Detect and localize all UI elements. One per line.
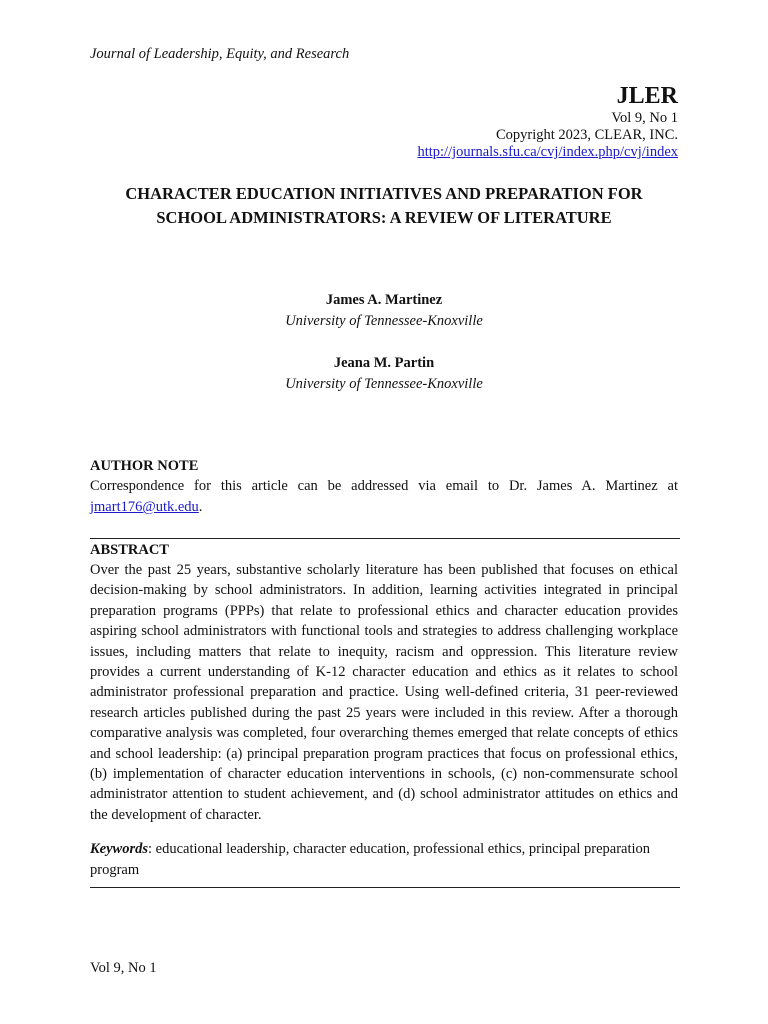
page-footer: Vol 9, No 1: [90, 960, 157, 976]
author-note-body: Correspondence for this article can be addressed via email to Dr. James A. Martinez at: [90, 478, 678, 494]
author-note-section: [90, 456, 678, 518]
author-email-link[interactable]: jmart176@utk.edu: [90, 499, 199, 515]
journal-running-head: Journal of Leadership, Equity, and Research: [90, 46, 350, 62]
author-affiliation: University of Tennessee-Knoxville: [285, 376, 483, 392]
author-name: Jeana M. Partin: [333, 355, 435, 371]
keywords-separator: :: [148, 841, 156, 858]
author-note-period: .: [198, 499, 203, 515]
journal-url-link[interactable]: http://journals.sfu.ca/cvj/index.php/cvj/index: [417, 144, 678, 160]
author-note-heading: AUTHOR NOTE: [90, 458, 199, 474]
section-divider: [90, 538, 680, 539]
author-note-text: [90, 476, 678, 518]
abstract-section: [90, 540, 678, 881]
author-affiliation: University of Tennessee-Knoxville: [285, 313, 483, 329]
journal-masthead: [417, 82, 678, 161]
volume-issue: Vol 9, No 1: [611, 110, 678, 126]
keywords-text: educational leadership, character education, professional ethics, principal preparation program: [90, 841, 651, 879]
author-name: James A. Martinez: [325, 292, 443, 308]
journal-abbreviation: JLER: [616, 83, 678, 109]
keywords-label: Keywords: [90, 841, 148, 858]
author-block-1: [90, 290, 678, 332]
section-divider: [90, 887, 680, 888]
author-block-2: [90, 353, 678, 395]
copyright-line: Copyright 2023, CLEAR, INC.: [495, 127, 678, 143]
abstract-text: Over the past 25 years, substantive scholarly literature has been published that focuses on ethical decision-making by school administrators. In addition, learning activities integrated in principal preparation programs (PPPs) that relate to professional ethics and character education provides aspiring school administrators with functional tools and strategies to address challenging workplace issues, including matters that relate to inequity, racism and oppression. This literature review provides a current understanding of K-12 character education and ethics as it relates to school administrator professional preparation and practice. Using well-defined criteria, 31 peer-reviewed research articles published during the past 25 years were included in this review. After a thorough comparative analysis was completed, four overarching themes emerged that relate concepts of ethics and school leadership: (a) principal preparation program practices that focus on professional ethics, (b) implementation of character education interventions in schools, (c) non-commensurate school administrator attention to student achievement, and (d) school administrator attitudes on ethics and the development of character.: [90, 562, 678, 823]
article-title: CHARACTER EDUCATION INITIATIVES AND PREPARATION FOR SCHOOL ADMINISTRATORS: A REVIEW OF LITERATURE: [125, 184, 643, 227]
keywords-line: [90, 839, 678, 881]
abstract-heading: ABSTRACT: [90, 542, 169, 558]
